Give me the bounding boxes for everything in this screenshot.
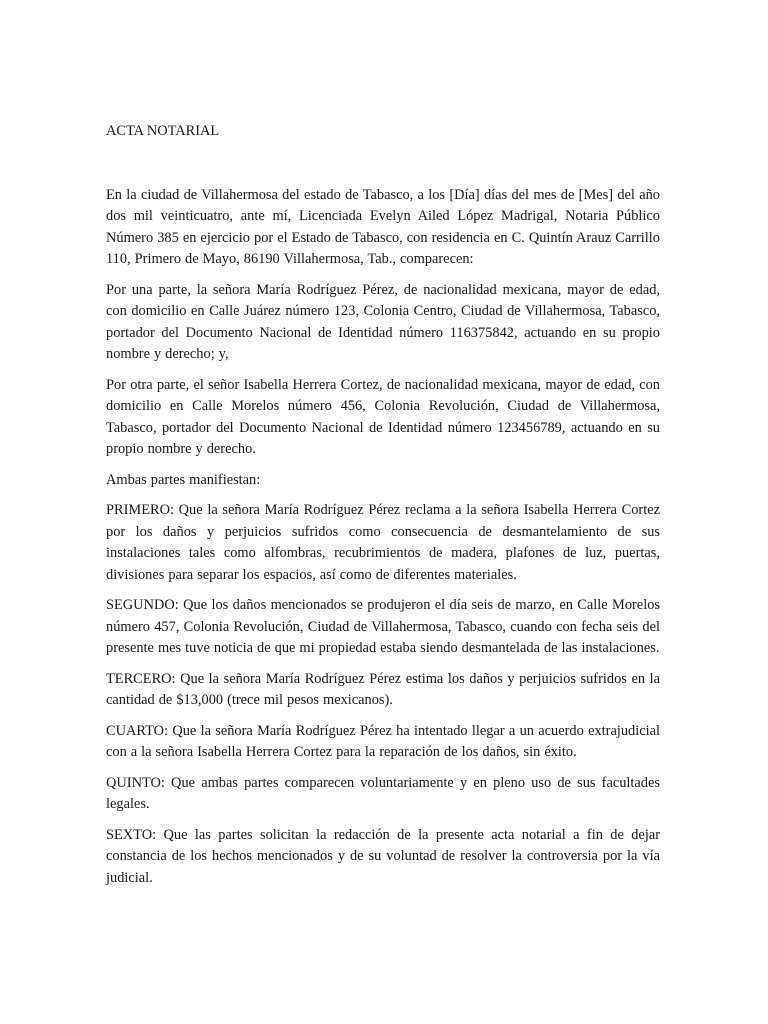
paragraph-primero: PRIMERO: Que la señora María Rodríguez Pérez reclama a la señora Isabella Herrera Cortez por los daños y perjuicios sufridos como consecuencia de desmantelamiento de sus instalaciones tales como alfombras, recubrimientos de madera, plafones de luz, puertas, divisiones para separar los espacios, así como de diferentes materiales. bbox=[106, 502, 660, 583]
paragraph-tercero: TERCERO: Que la señora María Rodríguez Pérez estima los daños y perjuicios sufridos en la cantidad de $13,000 (trece mil pesos mexicanos). bbox=[106, 670, 660, 708]
paragraph-declaration-lead: Ambas partes manifiestan: bbox=[106, 471, 261, 488]
paragraph-segundo: SEGUNDO: Que los daños mencionados se produjeron el día seis de marzo, en Calle Morelos número 457, Colonia Revolución, Ciudad de Villahermosa, Tabasco, cuando con fecha seis del presente mes tuve noticia de que mi propiedad estaba siendo desmantelada de las instalaciones. bbox=[106, 597, 660, 656]
paragraph-cuarto: CUARTO: Que la señora María Rodríguez Pérez ha intentado llegar a un acuerdo extrajudicial con a la señora Isabella Herrera Cortez para la reparación de los daños, sin éxito. bbox=[106, 722, 660, 760]
paragraph-sexto: SEXTO: Que las partes solicitan la redacción de la presente acta notarial a fin de dejar constancia de los hechos mencionados y de su voluntad de resolver la controversia por la vía judicial. bbox=[106, 826, 660, 886]
document-body bbox=[106, 121, 660, 898]
paragraph-intro: En la ciudad de Villahermosa del estado de Tabasco, a los [Día] días del mes de [Mes] del año dos mil veinticuatro, ante mí, Licenciada Evelyn Ailed López Madrigal, Notaria Público Número 385 en ejercicio por el Estado de Tabasco, con residencia en C. Quintín Arauz Carrillo 110, Primero de Mayo, 86190 Villahermosa, Tab., comparecen: bbox=[106, 186, 660, 267]
paragraph-quinto: QUINTO: Que ambas partes comparecen voluntariamente y en pleno uso de sus facultades legales. bbox=[106, 774, 660, 812]
paragraph-party-two: Por otra parte, el señor Isabella Herrera Cortez, de nacionalidad mexicana, mayor de edad, con domicilio en Calle Morelos número 456, Colonia Revolución, Ciudad de Villahermosa, Tabasco, portador del Documento Nacional de Identidad número 123456789, actuando en su propio nombre y derecho. bbox=[106, 376, 660, 457]
document-title: ACTA NOTARIAL bbox=[106, 123, 220, 139]
paragraph-party-one: Por una parte, la señora María Rodríguez Pérez, de nacionalidad mexicana, mayor de edad, con domicilio en Calle Juárez número 123, Colonia Centro, Ciudad de Villahermosa, Tabasco, portador del Documento Nacional de Identidad número 116375842, actuando en su propio nombre y derecho; y, bbox=[106, 281, 660, 362]
